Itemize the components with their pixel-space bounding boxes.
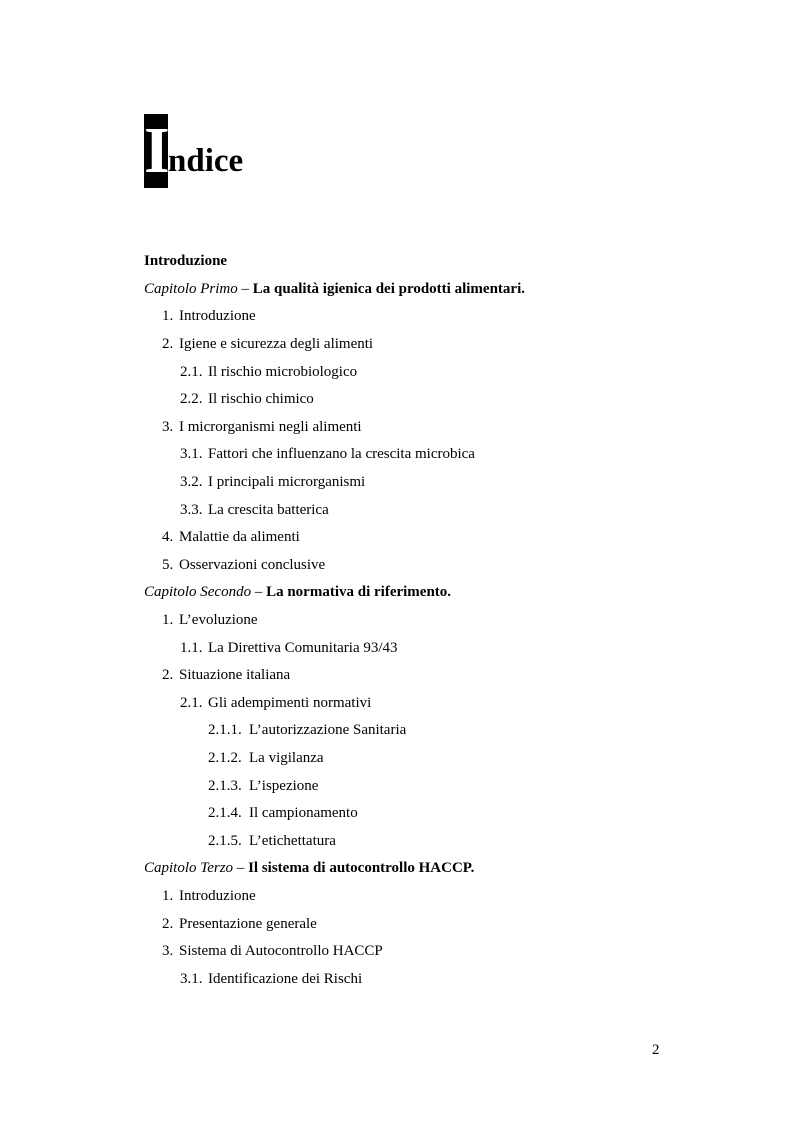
toc-subitem: 3.1. Fattori che influenzano la crescita microbica — [180, 446, 475, 462]
toc-subsubitem: 2.1.3. L’ispezione — [208, 778, 319, 794]
toc-item: 3. Sistema di Autocontrollo HACCP — [162, 943, 383, 959]
chapter-separator: – — [237, 281, 253, 297]
toc-item: 1. Introduzione — [162, 888, 256, 904]
toc-chapter-1 — [144, 279, 525, 299]
toc-item: 2. Igiene e sicurezza degli alimenti — [162, 336, 374, 352]
toc-item: 3. I microrganismi negli alimenti — [162, 419, 362, 435]
toc-subitem: 2.2. Il rischio chimico — [180, 391, 314, 407]
toc-introduzione: Introduzione — [144, 253, 228, 269]
chapter-separator: – — [251, 584, 267, 600]
toc-chapter-3 — [144, 858, 474, 878]
toc-subsubitem: 2.1.1. L’autorizzazione Sanitaria — [208, 722, 407, 738]
chapter-title: Il sistema di autocontrollo HACCP. — [248, 860, 475, 876]
chapter-title: La normativa di riferimento. — [266, 584, 452, 600]
page-number: 2 — [652, 1042, 660, 1058]
page-title — [144, 114, 243, 188]
chapter-label: Capitolo Primo — [144, 281, 238, 297]
toc-subitem: 2.1. Gli adempimenti normativi — [180, 695, 372, 711]
toc-subitem: 1.1. La Direttiva Comunitaria 93/43 — [180, 640, 398, 656]
toc-chapter-2 — [144, 582, 451, 602]
toc-item: 1. Introduzione — [162, 308, 256, 324]
toc-item: 4. Malattie da alimenti — [162, 529, 300, 545]
toc-subsubitem: 2.1.4. Il campionamento — [208, 805, 358, 821]
dropcap-letter: I — [144, 114, 170, 187]
toc-subsubitem: 2.1.5. L’etichettatura — [208, 833, 336, 849]
toc-item: 5. Osservazioni conclusive — [162, 557, 326, 573]
title-text: ndice — [168, 143, 244, 179]
toc-item: 2. Presentazione generale — [162, 916, 317, 932]
chapter-label: Capitolo Terzo — [144, 860, 234, 876]
dropcap-box — [144, 114, 168, 188]
toc-subitem: 2.1. Il rischio microbiologico — [180, 364, 358, 380]
toc-subitem: 3.3. La crescita batterica — [180, 502, 329, 518]
toc-subitem: 3.1. Identificazione dei Rischi — [180, 971, 363, 987]
chapter-separator: – — [233, 860, 249, 876]
chapter-label: Capitolo Secondo — [144, 584, 252, 600]
chapter-title: La qualità igienica dei prodotti alimentari. — [252, 281, 525, 297]
toc-subsubitem: 2.1.2. La vigilanza — [208, 750, 324, 766]
toc-item: 2. Situazione italiana — [162, 667, 291, 683]
toc-item: 1. L’evoluzione — [162, 612, 258, 628]
toc-subitem: 3.2. I principali microrganismi — [180, 474, 366, 490]
